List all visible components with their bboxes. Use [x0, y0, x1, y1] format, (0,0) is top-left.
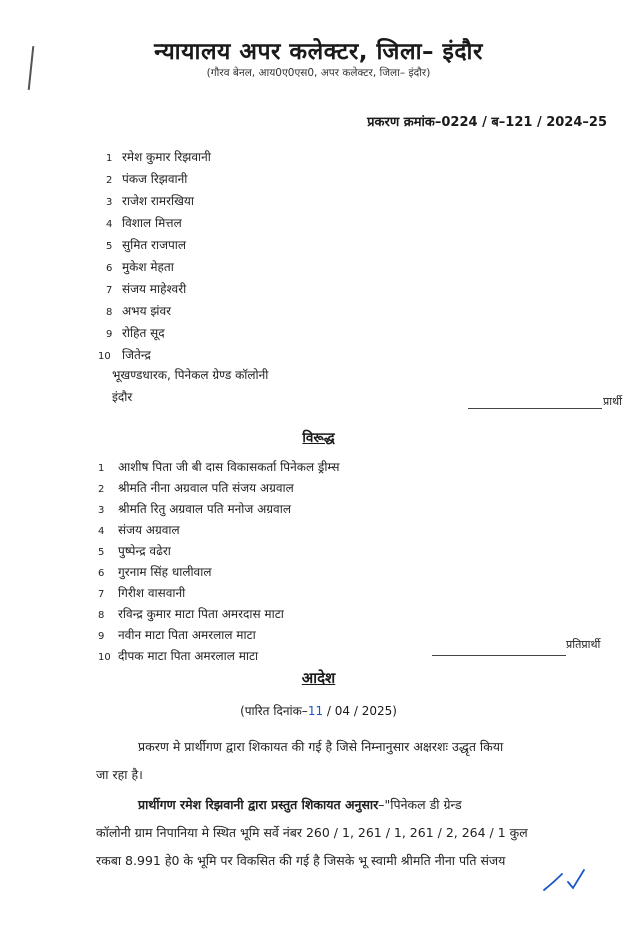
respondent-list-item: 2 श्रीमति नीना अग्रवाल पति संजय अग्रवाल [98, 481, 294, 495]
respondent-list-item: 4 संजय अग्रवाल [98, 523, 180, 537]
court-title: न्यायालय अपर कलेक्टर, जिला– इंदौर [154, 39, 483, 65]
respondent-list-item: 9 नवीन माटा पिता अमरलाल माटा [98, 628, 256, 642]
order-paragraph-2-line-3: रकबा 8.991 हे0 के भूमि पर विकसित की गई है जिसके भू स्वामी श्रीमति नीना पति संजय [96, 853, 506, 868]
applicant-list-item: 10 जितेन्द्र [98, 348, 151, 362]
applicant-list-item: 3 राजेश रामरखिया [106, 194, 194, 208]
applicant-list-item: 7 संजय माहेश्वरी [106, 282, 187, 296]
order-date: (पारित दिनांक–11 / 04 / 2025) [240, 704, 397, 718]
respondent-list-item: 5 पुष्पेन्द्र वढेरा [98, 544, 171, 558]
applicant-list-item: 8 अभय झंवर [106, 304, 172, 318]
respondent-list-item: 8 रविन्द्र कुमार माटा पिता अमरदास माटा [98, 607, 284, 621]
case-number: प्रकरण क्रमांक–0224 / ब–121 / 2024–25 [367, 115, 607, 130]
applicant-role-label: प्रार्थी [603, 395, 622, 408]
applicant-list-item: 1 रमेश कुमार रिझवानी [106, 150, 211, 164]
order-paragraph-1-line-1: प्रकरण मे प्रार्थीगण द्वारा शिकायत की गई है जिसे निम्नानुसार अक्षरशः उद्धृत किया [138, 739, 504, 754]
applicant-list-item: 2 पंकज रिझवानी [106, 172, 188, 186]
order-paragraph-2-line-2: कॉलोनी ग्राम निपानिया मे स्थित भूमि सर्वे नंबर 260 / 1, 261 / 1, 261 / 2, 264 / 1 कुल [96, 825, 528, 840]
respondent-list-item: 6 गुरनाम सिंह धालीवाल [98, 565, 212, 579]
applicant-list-item: 5 सुमित राजपाल [106, 238, 187, 252]
respondent-signature-line [432, 641, 566, 660]
applicant-list-item: 6 मुकेश मेहता [106, 260, 174, 274]
respondent-list-item: 3 श्रीमति रितु अग्रवाल पति मनोज अग्रवाल [98, 502, 291, 516]
order-paragraph-1-line-2: जा रहा है। [96, 767, 143, 782]
respondent-list-item: 1 आशीष पिता जी बी दास विकासकर्ता पिनेकल ड्रीम्स [98, 460, 340, 474]
against-heading: विरूद्ध [302, 430, 335, 446]
respondent-list-item: 10 दीपक माटा पिता अमरलाल माटा [98, 649, 259, 663]
order-heading: आदेश [301, 669, 336, 687]
respondent-list-item: 7 गिरीश वासवानी [98, 586, 186, 600]
order-paragraph-2-line-1: प्रार्थीगण रमेश रिझवानी द्वारा प्रस्तुत शिकायत अनुसार–"पिनेकल डी ग्रेन्ड [138, 797, 462, 812]
applicant-list-item: 9 रोहित सूद [106, 326, 165, 340]
court-subtitle: (गौरव बेनल, आय0ए0एस0, अपर कलेक्टर, जिला– इंदौर) [206, 67, 431, 79]
signature-tick-icon [540, 860, 600, 900]
respondent-role-label: प्रतिप्रार्थी [566, 638, 601, 651]
applicant-list-item: 4 विशाल मित्तल [106, 216, 182, 230]
applicant-city: इंदौर [112, 390, 133, 404]
applicant-signature-line [468, 394, 602, 413]
applicant-address: भूखण्डधारक, पिनेकल ग्रेण्ड कॉलोनी [112, 368, 269, 382]
